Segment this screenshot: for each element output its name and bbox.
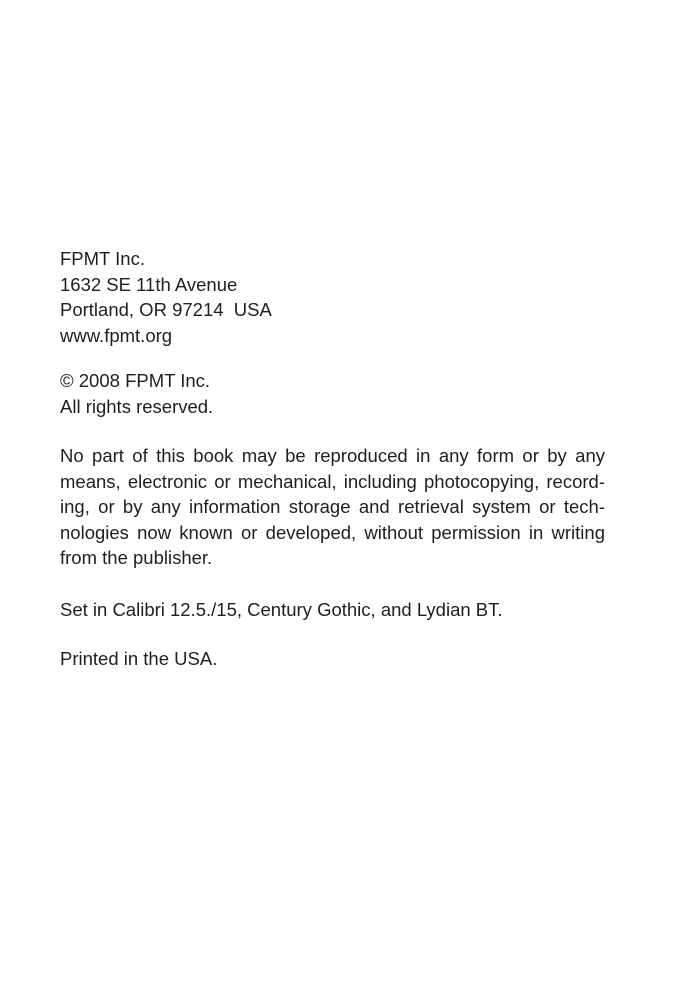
rights-paragraph-justified-lines: [60, 443, 605, 545]
text-line: means, electronic or mechanical, including photocopying, record-: [60, 470, 605, 492]
text-line: Portland, OR 97214 USA: [60, 299, 272, 320]
text-line: nologies now known or developed, without permission in writing: [60, 521, 605, 543]
text-line: No part of this book may be reproduced in any form or by any: [60, 445, 605, 466]
copyright-notice: [60, 368, 605, 419]
text-line: FPMT Inc.: [60, 248, 145, 269]
rights-paragraph: [60, 443, 605, 571]
printed-in-line: Printed in the USA.: [60, 648, 218, 669]
printing-note-block: [60, 646, 605, 672]
text-line: All rights reserved.: [60, 395, 214, 417]
copyright-page-text-column: [60, 246, 605, 672]
text-line: 1632 SE 11th Avenue: [60, 273, 238, 295]
text-line: ing, or by any information storage and retrieval system or tech-: [60, 496, 605, 517]
publisher-address: [60, 246, 605, 348]
text-line: www.fpmt.org: [60, 324, 173, 346]
colophon-typography-line: Set in Calibri 12.5./15, Century Gothic, and Lydian BT.: [60, 598, 503, 620]
text-line: © 2008 FPMT Inc.: [60, 370, 211, 391]
colophon-typography-block: [60, 597, 605, 623]
rights-paragraph-last-line: from the publisher.: [60, 547, 213, 568]
